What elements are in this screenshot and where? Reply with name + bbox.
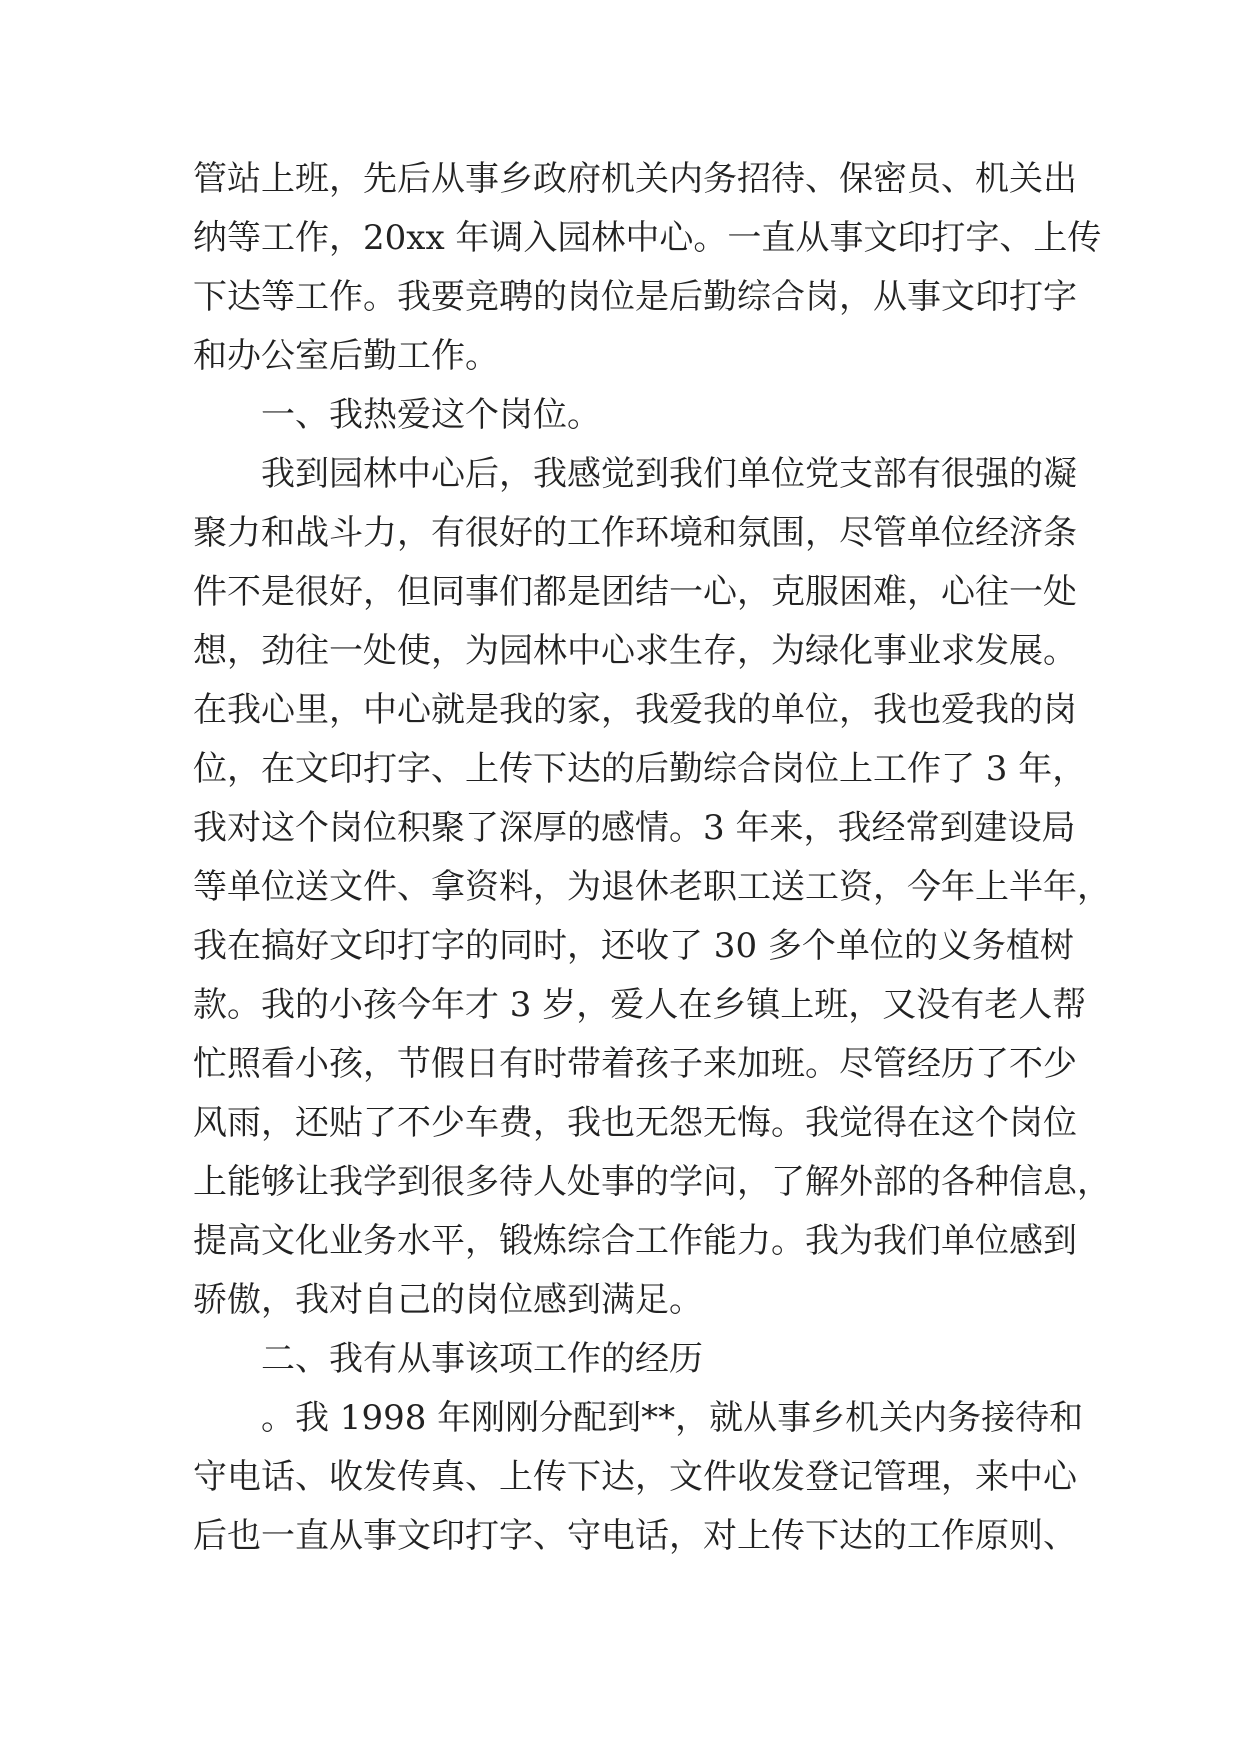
section-heading: 二、我有从事该项工作的经历 <box>261 1339 703 1379</box>
text-line: 后也一直从事文印打字、守电话，对上传下达的工作原则、 <box>193 1516 1077 1556</box>
text-line: 忙照看小孩，节假日有时带着孩子来加班。尽管经历了不少 <box>193 1044 1077 1084</box>
text-line: 件不是很好，但同事们都是团结一心，克服困难，心往一处 <box>193 572 1077 612</box>
text-line: 我对这个岗位积聚了深厚的感情。3 年来，我经常到建设局 <box>193 808 1076 848</box>
section-heading: 一、我热爱这个岗位。 <box>261 395 601 435</box>
text-line: 在我心里，中心就是我的家，我爱我的单位，我也爱我的岗 <box>193 690 1077 730</box>
text-line: 守电话、收发传真、上传下达，文件收发登记管理，来中心 <box>193 1457 1077 1497</box>
text-line: 款。我的小孩今年才 3 岁，爱人在乡镇上班，又没有老人帮 <box>193 985 1087 1025</box>
text-line: 想，劲往一处使，为园林中心求生存，为绿化事业求发展。 <box>193 631 1077 671</box>
text-line: 下达等工作。我要竞聘的岗位是后勤综合岗，从事文印打字 <box>193 277 1077 317</box>
text-line: 。我 1998 年刚刚分配到**，就从事乡机关内务接待和 <box>261 1398 1084 1438</box>
text-line: 管站上班，先后从事乡政府机关内务招待、保密员、机关出 <box>193 159 1077 199</box>
text-line: 位，在文印打字、上传下达的后勤综合岗位上工作了 3 年， <box>193 749 1087 789</box>
text-line: 我到园林中心后，我感觉到我们单位党支部有很强的凝 <box>261 454 1077 494</box>
text-line: 聚力和战斗力，有很好的工作环境和氛围，尽管单位经济条 <box>193 513 1077 553</box>
text-line: 骄傲，我对自己的岗位感到满足。 <box>193 1280 703 1320</box>
text-line: 我在搞好文印打字的同时，还收了 30 多个单位的义务植树 <box>193 926 1074 966</box>
text-line: 等单位送文件、拿资料，为退休老职工送工资，今年上半年， <box>193 867 1111 907</box>
text-line: 风雨，还贴了不少车费，我也无怨无悔。我觉得在这个岗位 <box>193 1103 1077 1143</box>
text-line: 和办公室后勤工作。 <box>193 336 499 376</box>
document-body <box>193 150 1111 1566</box>
text-line: 上能够让我学到很多待人处事的学问，了解外部的各种信息， <box>193 1162 1111 1202</box>
text-line: 纳等工作，20xx 年调入园林中心。一直从事文印打字、上传 <box>193 218 1102 258</box>
text-line: 提高文化业务水平，锻炼综合工作能力。我为我们单位感到 <box>193 1221 1077 1261</box>
